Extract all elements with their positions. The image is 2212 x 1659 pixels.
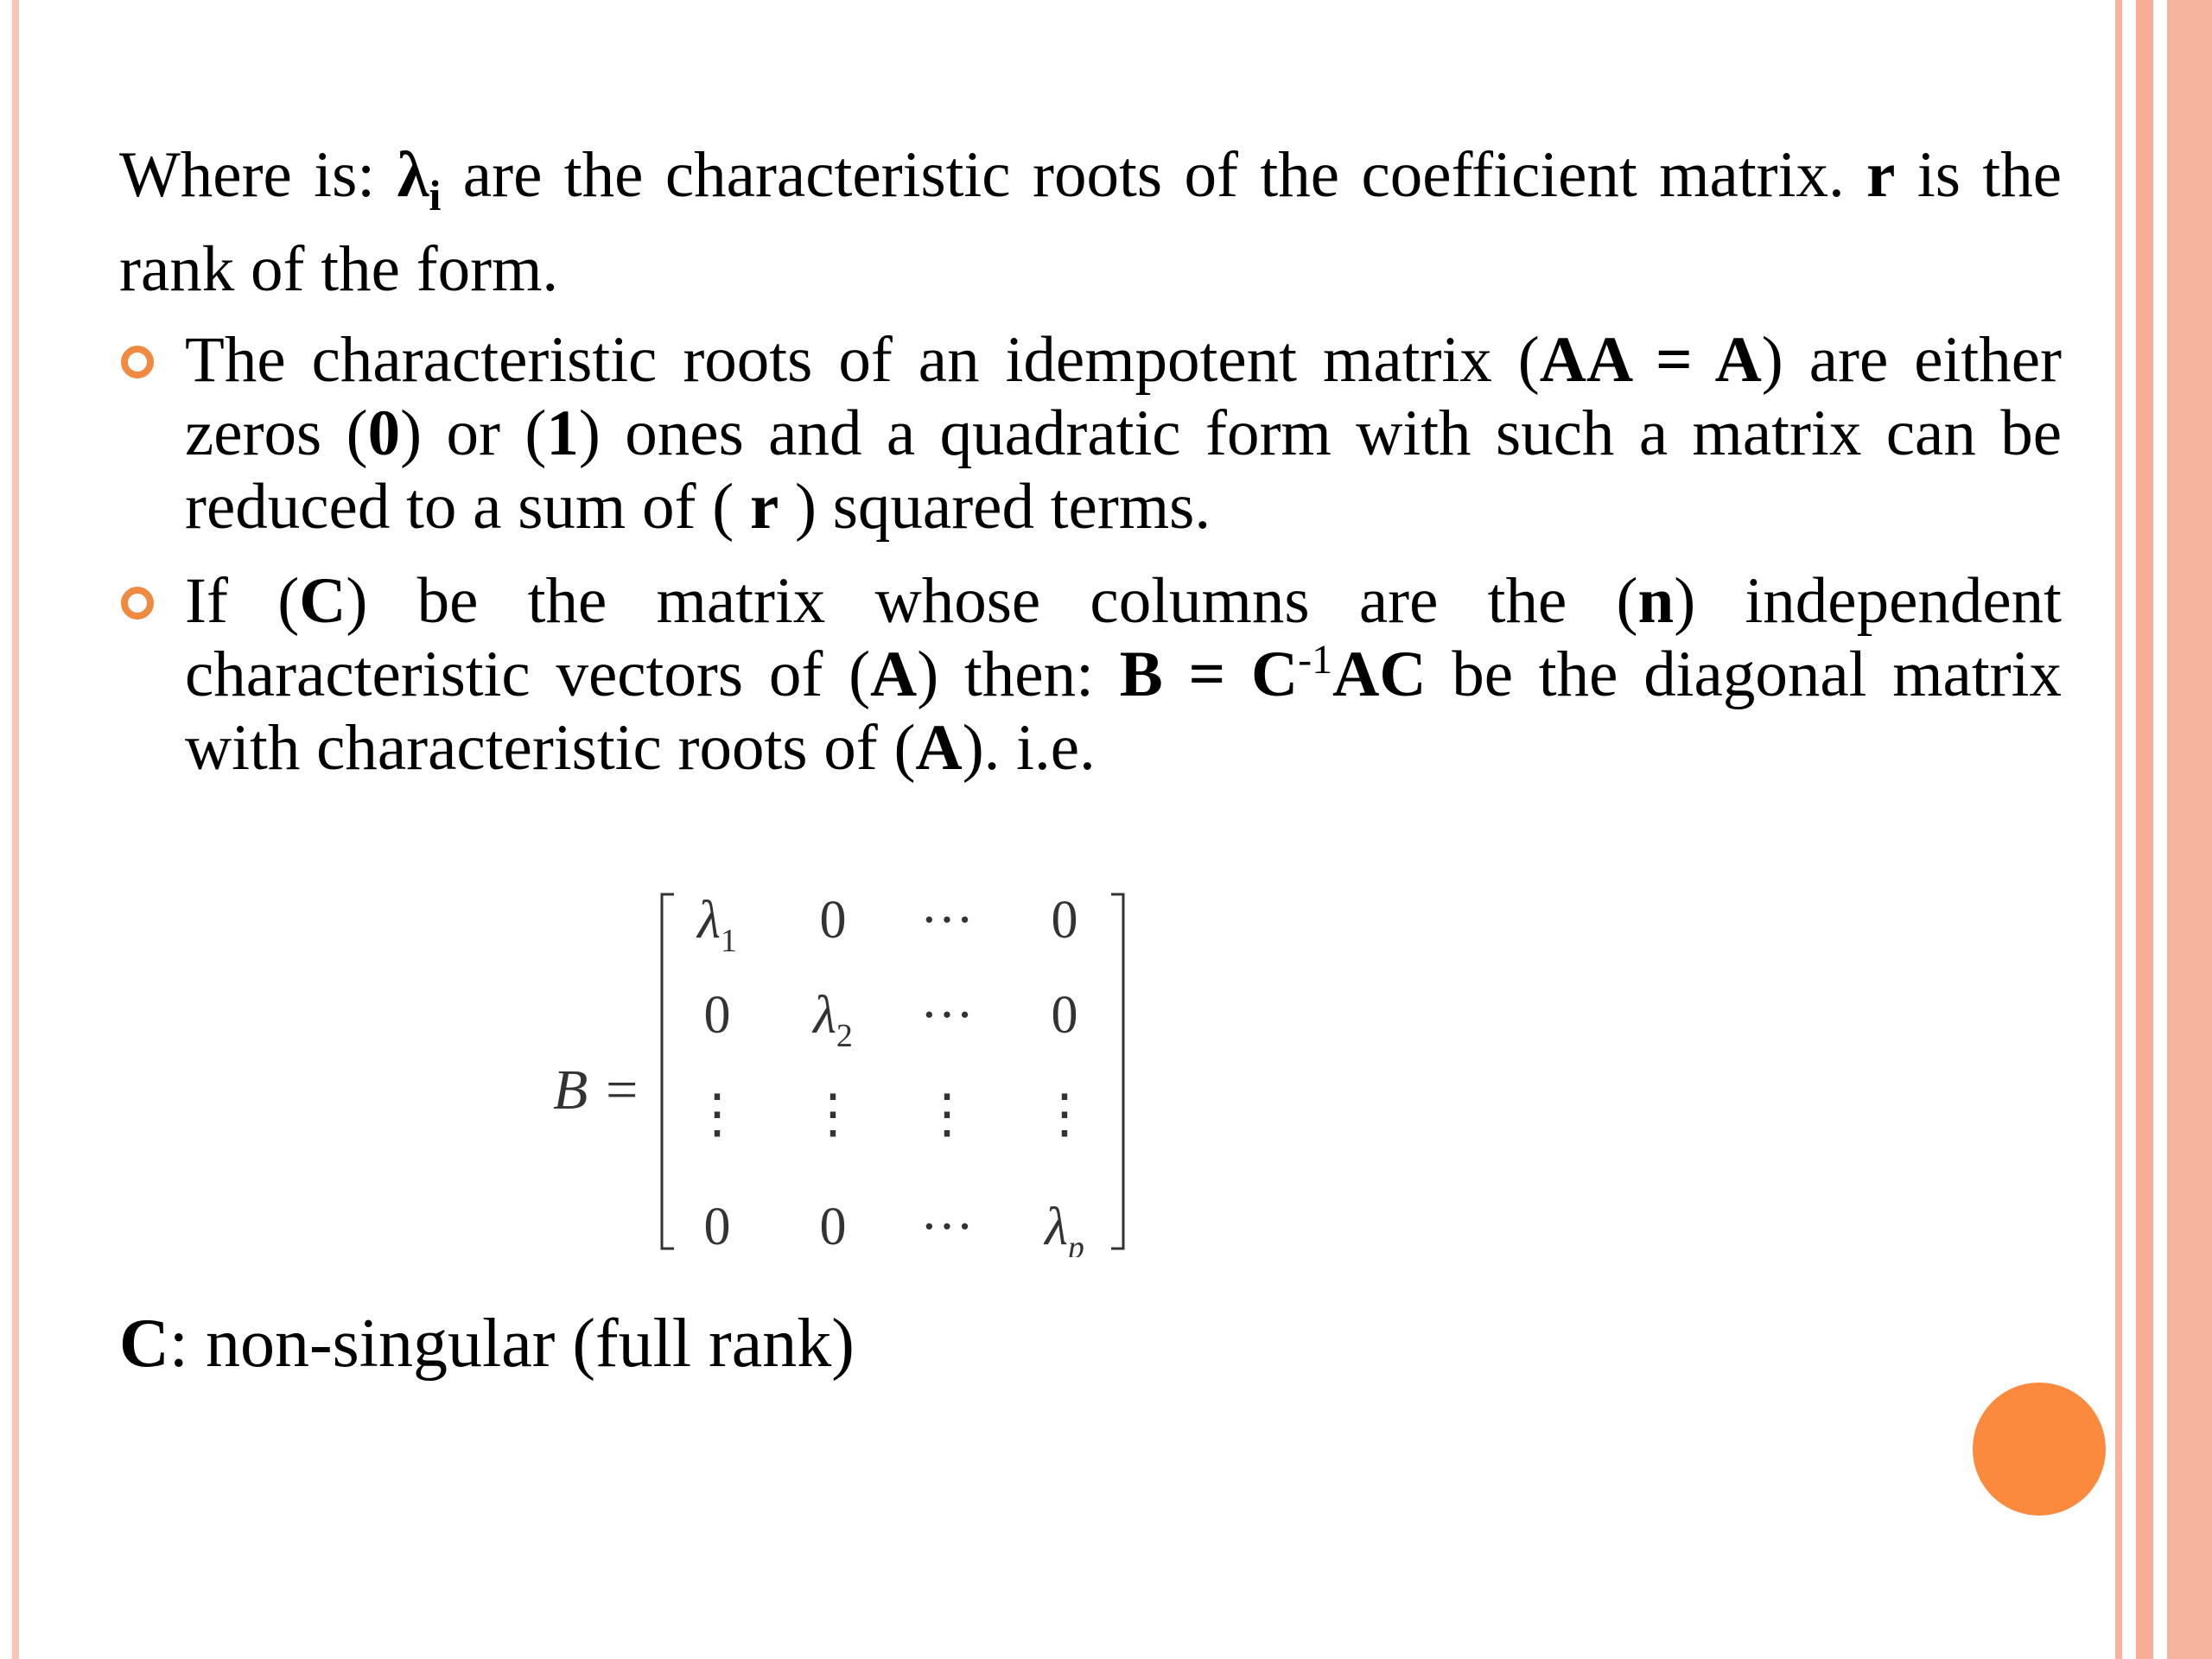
matrix-cell: $\lambda_1$ — [697, 891, 737, 959]
matrix-cell: ⋮ — [806, 1085, 860, 1144]
footer-bold-term: C — [119, 1306, 169, 1382]
bold-term: n — [1637, 565, 1675, 637]
bullet-text: ). i.e. — [962, 712, 1096, 784]
matrix-cell: ⋮ — [690, 1085, 744, 1144]
circle-bullet-icon — [121, 346, 154, 378]
footer-note — [119, 1305, 855, 1382]
diagonal-matrix-figure — [553, 886, 1141, 1257]
bullet-text: ) independent characteristic vectors of ( — [185, 565, 2062, 710]
rank-symbol: r — [1866, 139, 1896, 211]
bold-term: r — [749, 471, 779, 543]
bold-term: 0 — [367, 397, 401, 469]
bold-term: AC — [1332, 639, 1427, 710]
bullet-text: ) ones and a quadratic form with such a matrix can be reduced to a sum of ( — [185, 397, 2063, 543]
bullet-text: If ( — [185, 565, 300, 637]
matrix-cell: 0 — [1051, 986, 1078, 1045]
bullet-text: The characteristic roots of an idempotent matrix ( — [185, 324, 1540, 396]
matrix-cell: 0 — [819, 891, 847, 950]
bold-term: B = C — [1119, 639, 1299, 710]
left-bracket — [662, 894, 674, 1249]
right-border-stripe — [2115, 0, 2122, 1659]
bullet-text: ) are either zeros ( — [185, 324, 2062, 469]
matrix-cell: 0 — [1051, 891, 1078, 950]
matrix-cell: ⋮ — [1038, 1085, 1091, 1144]
bold-term: A — [870, 639, 918, 710]
right-bracket — [1111, 894, 1123, 1249]
matrix-cell: 0 — [703, 986, 731, 1045]
matrix-cell: 0 — [703, 1198, 731, 1256]
left-border-stripe — [12, 0, 19, 1659]
superscript-inverse: -1 — [1298, 637, 1333, 683]
matrix-cells — [690, 891, 1091, 1257]
decorative-orange-circle — [1973, 1382, 2106, 1516]
bullet-text: ) or ( — [400, 397, 547, 469]
matrix-cell: ··· — [920, 986, 974, 1045]
slide-content — [119, 138, 2062, 805]
bullet-item-idempotent — [119, 323, 2062, 543]
circle-bullet-icon — [121, 587, 154, 620]
matrix-cell: $\lambda_2$ — [813, 986, 853, 1054]
intro-paragraph — [119, 138, 2062, 306]
matrix-cell: ⋮ — [920, 1085, 974, 1144]
bold-term: 1 — [546, 397, 579, 469]
matrix-lhs: B = — [553, 1058, 641, 1122]
lambda-subscript: i — [429, 171, 442, 219]
bold-term: AA = A — [1539, 324, 1762, 396]
matrix-cell: $\lambda_p$ — [1045, 1198, 1084, 1257]
bullet-item-diagonalization — [119, 564, 2062, 785]
intro-text: are the characteristic roots of the coefficient matrix. — [441, 139, 1867, 211]
bullet-text: be the diagonal matrix with characteristic roots of ( — [185, 639, 2062, 784]
lambda-symbol: λ — [397, 139, 429, 211]
intro-text: is the rank of the form. — [119, 139, 2063, 305]
bullet-text: ) squared terms. — [779, 471, 1211, 543]
matrix-cell: 0 — [819, 1198, 847, 1256]
right-border-stripe — [2136, 0, 2153, 1659]
bullet-text: ) then: — [917, 639, 1120, 710]
right-border-stripe — [2167, 0, 2212, 1659]
footer-text: : non-singular (full rank) — [168, 1306, 855, 1382]
intro-text: Where is: — [119, 139, 397, 211]
bullet-text: ) be the matrix whose columns are the ( — [346, 565, 1638, 637]
bold-term: C — [299, 565, 346, 637]
matrix-equation — [553, 886, 1141, 1262]
matrix-cell: ··· — [920, 1198, 974, 1256]
bold-term: A — [915, 712, 963, 784]
bullet-list — [119, 323, 2062, 785]
matrix-cell: ··· — [920, 891, 974, 950]
